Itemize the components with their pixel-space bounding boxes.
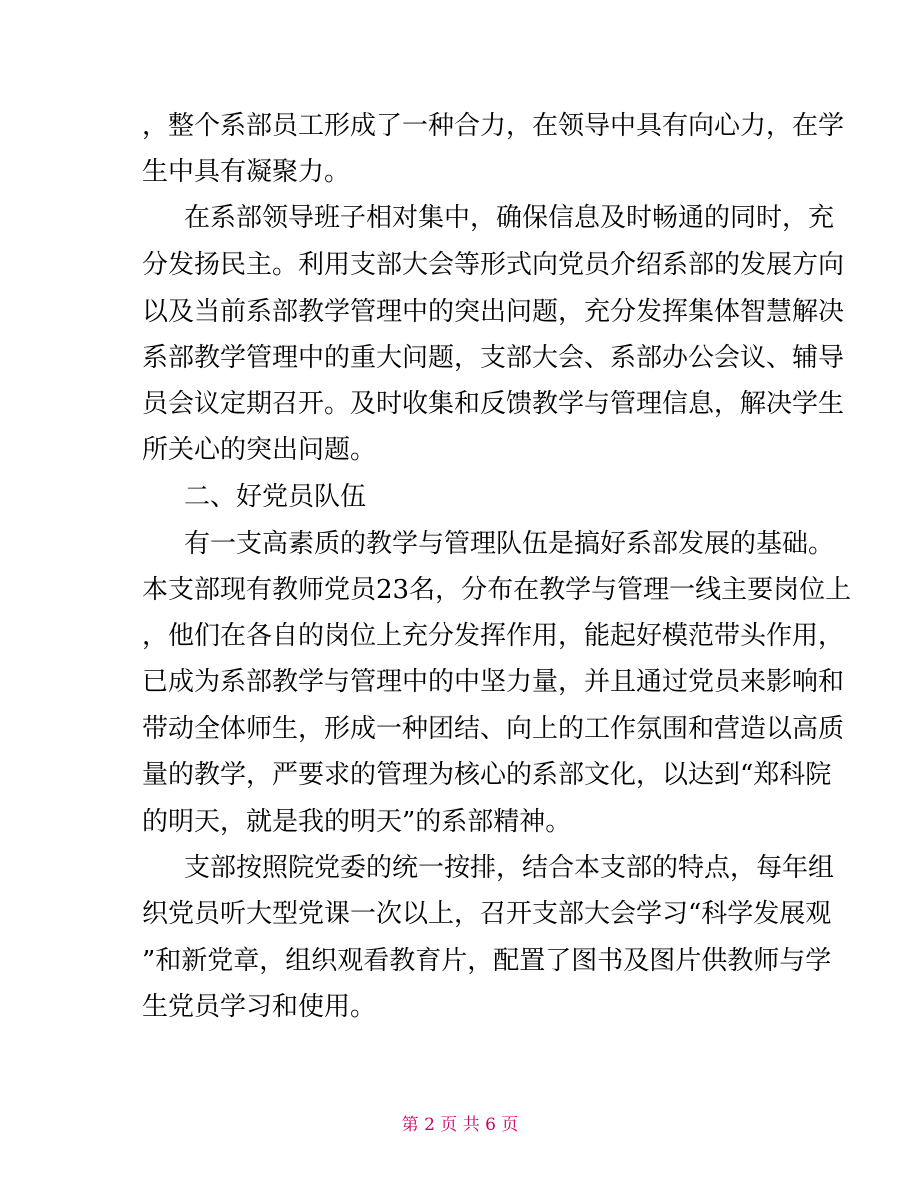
text-line-content: 本支部现有教师党员23名，分布在教学与管理一线主要岗位上 (142, 575, 852, 605)
text-line-content: 员会议定期召开。及时收集和反馈教学与管理信息，解决学生 (142, 389, 845, 419)
text-line (0, 616, 920, 656)
page-number-footer: 第 2 页 共 6 页 (401, 1115, 519, 1135)
text-line (0, 430, 920, 470)
text-line-content: 织党员听大型党课一次以上，召开支部大会学习“科学发展观 (142, 899, 832, 929)
text-line-content: 支部按照院党委的统一按排，结合本支部的特点，每年组 (184, 853, 835, 883)
section-heading (0, 477, 920, 517)
text-line (0, 384, 920, 424)
text-line (0, 292, 920, 332)
text-line (0, 987, 920, 1027)
section-heading-text: 二、好党员队伍 (184, 482, 367, 512)
text-line-content: 系部教学管理中的重大问题，支部大会、系部办公会议、辅导 (142, 343, 845, 373)
text-line (0, 894, 920, 934)
text-line (0, 338, 920, 378)
text-line (0, 848, 920, 888)
text-line-content: 所关心的突出问题。 (142, 435, 377, 465)
text-line (0, 570, 920, 610)
text-line (0, 106, 920, 146)
text-line (0, 709, 920, 749)
text-line (0, 245, 920, 285)
text-line-content: 的明天，就是我的明天”的系部精神。 (142, 807, 572, 837)
text-line-content: ，他们在各自的岗位上充分发挥作用，能起好模范带头作用， (142, 621, 845, 651)
text-line (0, 755, 920, 795)
text-line (0, 941, 920, 981)
text-line-content: 带动全体师生，形成一种团结、向上的工作氛围和营造以高质 (142, 714, 845, 744)
text-line-content: 分发扬民主。利用支部大会等形式向党员介绍系部的发展方向 (142, 250, 845, 280)
text-line-content: 已成为系部教学与管理中的中坚力量，并且通过党员来影响和 (142, 667, 845, 697)
text-line-content: 生党员学习和使用。 (142, 992, 377, 1022)
text-line-content: 量的教学，严要求的管理为核心的系部文化，以达到“郑科院 (142, 760, 832, 790)
text-line-content: 在系部领导班子相对集中，确保信息及时畅通的同时，充 (184, 203, 835, 233)
text-line-content: 以及当前系部教学管理中的突出问题，充分发挥集体智慧解决 (142, 297, 845, 327)
text-line (0, 524, 920, 564)
text-line-content: 生中具有凝聚力。 (142, 157, 351, 187)
text-line-content: ”和新党章，组织观看教育片，配置了图书及图片供教师与学 (142, 946, 832, 976)
text-line (0, 802, 920, 842)
text-line-content: ，整个系部员工形成了一种合力，在领导中具有向心力，在学 (142, 111, 845, 141)
text-line (0, 198, 920, 238)
text-line (0, 152, 920, 192)
text-line-content: 有一支高素质的教学与管理队伍是搞好系部发展的基础。 (184, 529, 835, 559)
text-line (0, 662, 920, 702)
